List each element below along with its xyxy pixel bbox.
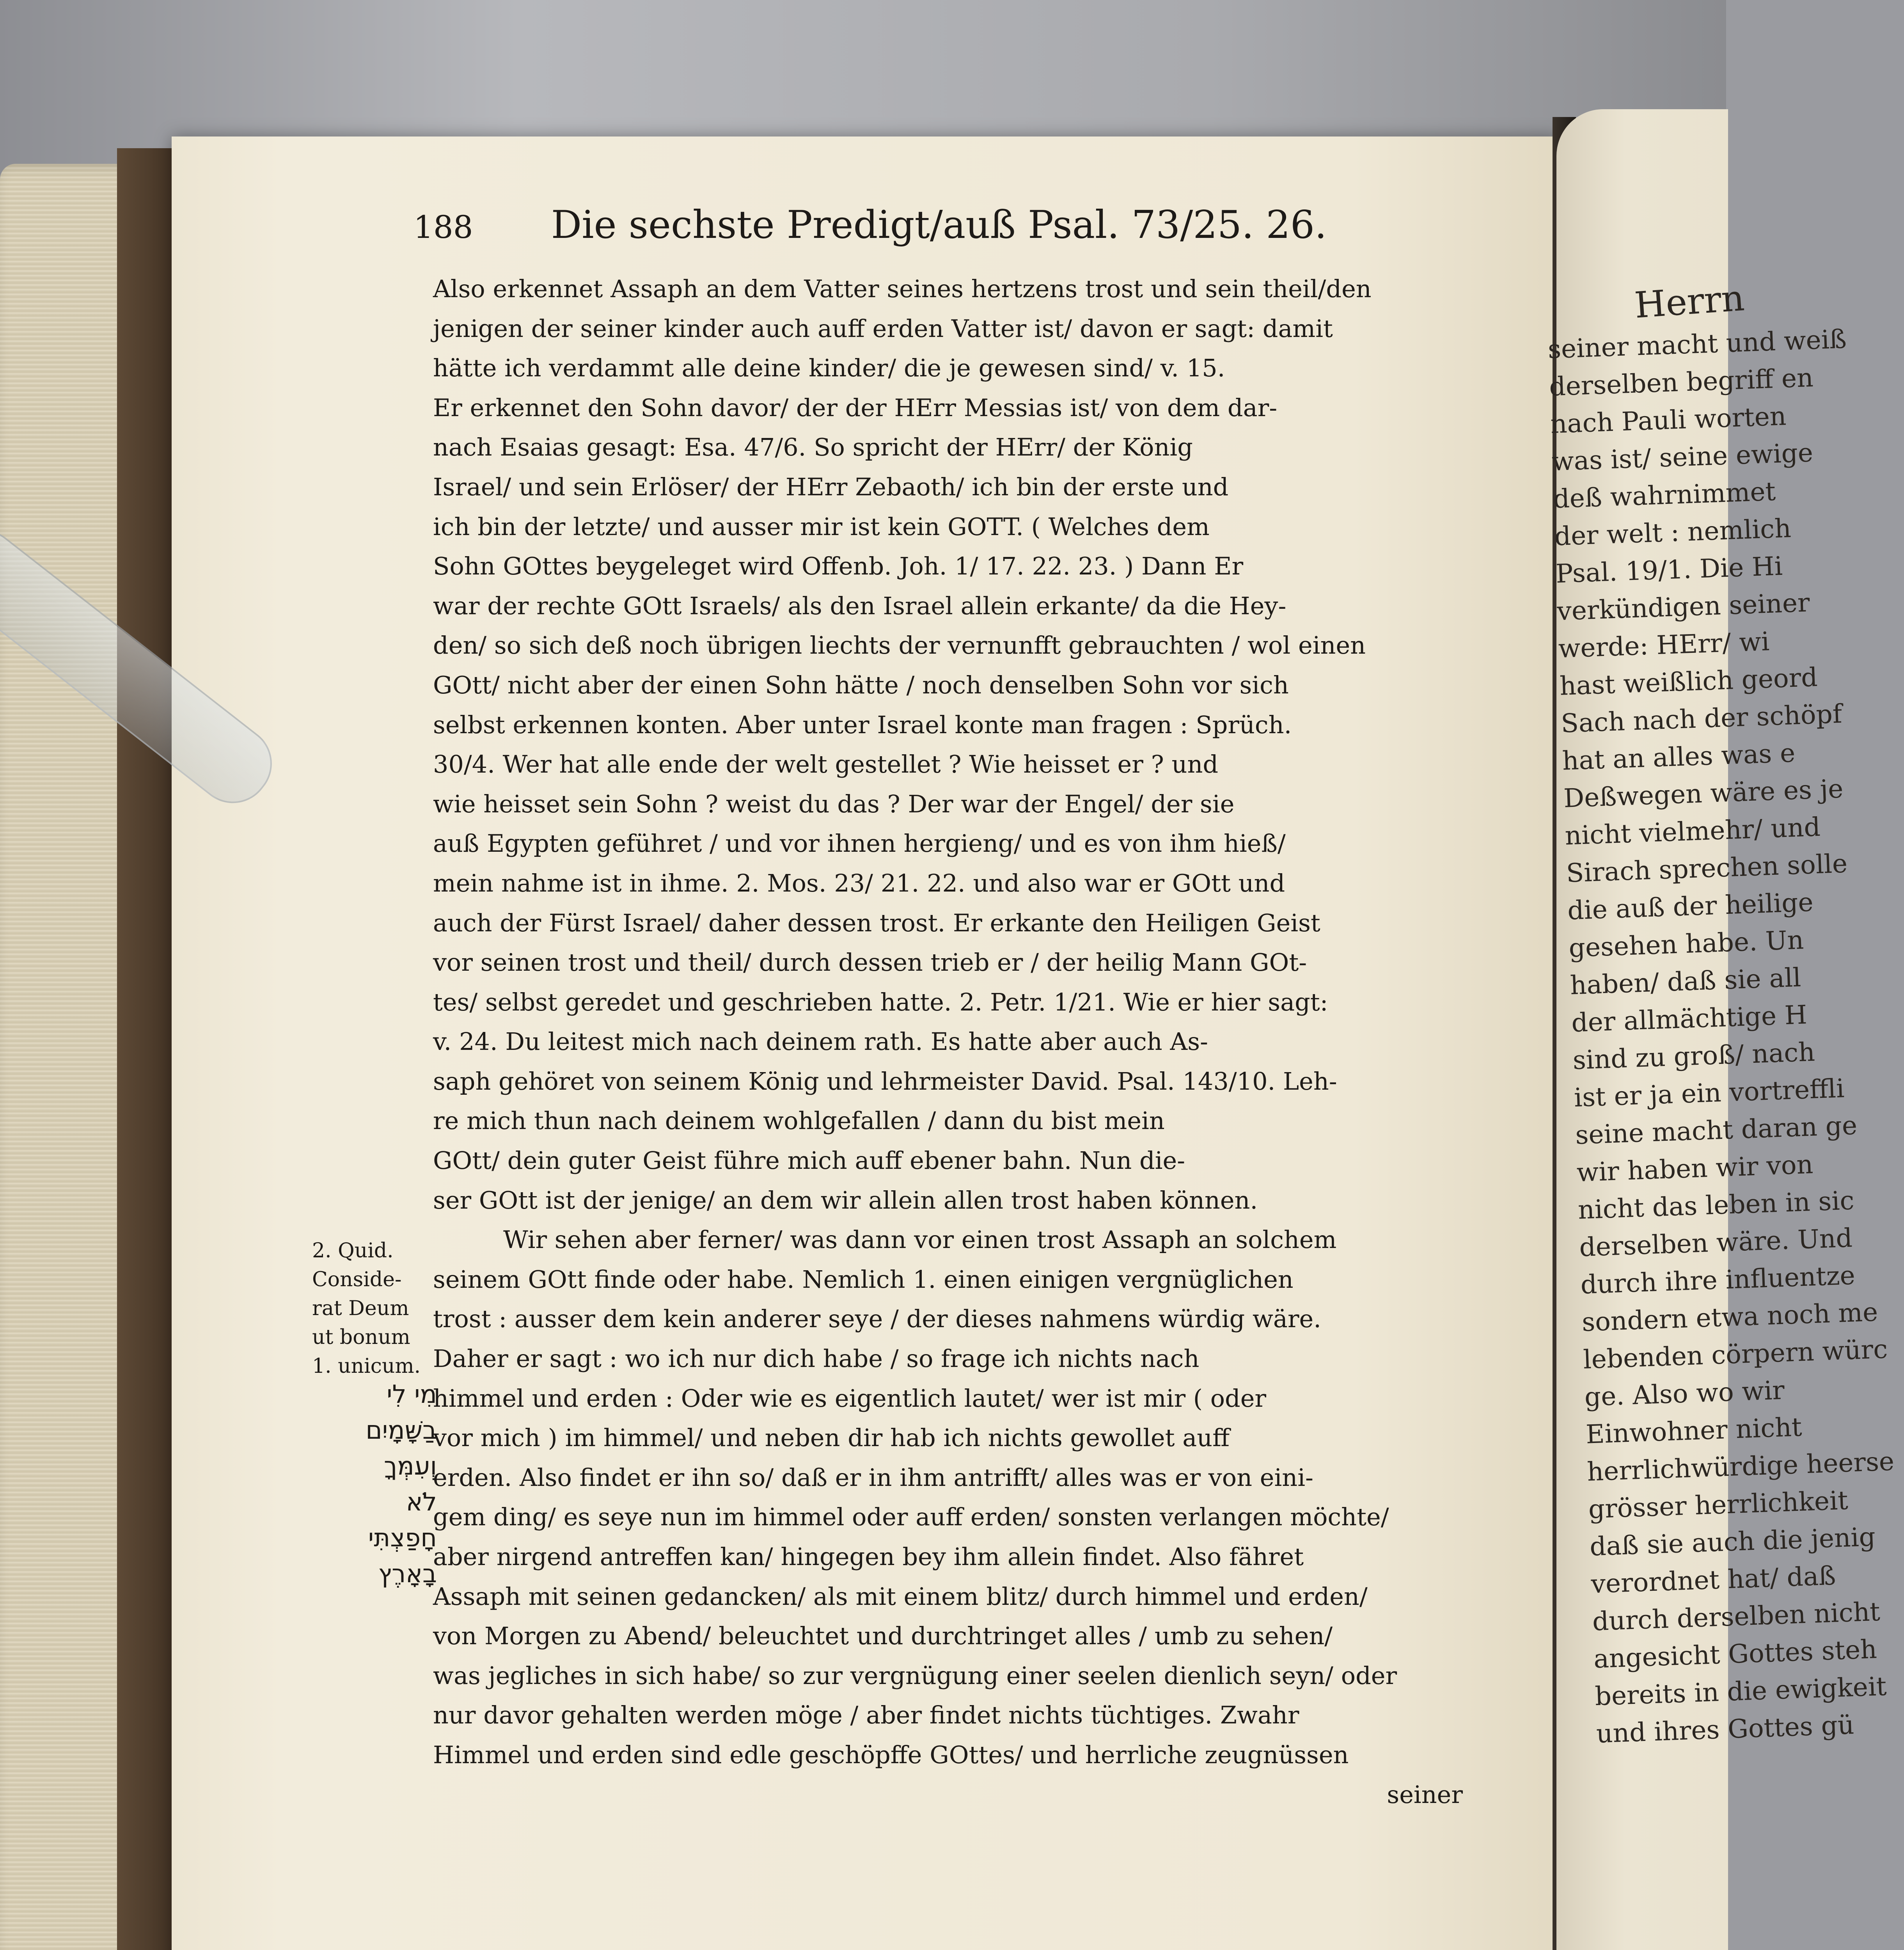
facing-page <box>1547 109 1895 1950</box>
text-line: tes/ selbst geredet und geschrieben hatte. 2. Petr. 1/21. Wie er hier sagt: <box>433 987 1328 1016</box>
text-line: vor mich ) im himmel/ und neben dir hab ich nichts gewollet auff <box>433 1424 1230 1452</box>
text-line: trost : ausser dem kein anderer seye / der dieses nahmens würdig wäre. <box>433 1305 1321 1333</box>
facing-line: werde: HErr/ wi <box>1558 626 1770 664</box>
margin-line: rat Deum <box>312 1297 409 1320</box>
facing-line: Einwohner nicht <box>1585 1412 1803 1450</box>
facing-line: und ihres Gottes gü <box>1595 1710 1855 1749</box>
running-title: Die sechste Predigt/auß Psal. 73/25. 26. <box>551 203 1327 247</box>
facing-page-heading: Herrn <box>1633 277 1746 326</box>
facing-line: sind zu groß/ nach <box>1572 1037 1815 1076</box>
text-line: saph gehöret von seinem König und lehrmeister David. Psal. 143/10. Leh- <box>433 1067 1337 1096</box>
text-line: jenigen der seiner kinder auch auff erden Vatter ist/ davon er sagt: damit <box>433 314 1333 343</box>
facing-line: nicht vielmehr/ und <box>1564 812 1821 851</box>
facing-line: was ist/ seine ewige <box>1551 437 1814 477</box>
main-text <box>433 269 1478 1814</box>
text-line: ich bin der letzte/ und ausser mir ist kein GOTT. ( Welches dem <box>433 512 1210 541</box>
text-line: den/ so sich deß noch übrigen liechts der vernunfft gebrauchten / wol einen <box>433 631 1366 660</box>
text-line: aber nirgend antreffen kan/ hingegen bey ihm allein findet. Also fähret <box>433 1542 1304 1571</box>
text-line: auch der Fürst Israel/ daher dessen trost. Er erkante den Heiligen Geist <box>433 908 1320 937</box>
facing-line: nicht das leben in sic <box>1577 1185 1855 1225</box>
text-line: von Morgen zu Abend/ beleuchtet und durchtringet alles / umb zu sehen/ <box>433 1622 1333 1650</box>
hebrew-line: וְעִמְּךָ <box>384 1452 437 1481</box>
margin-line: ut bonum <box>312 1326 410 1349</box>
facing-line: haben/ daß sie all <box>1569 962 1802 1001</box>
facing-line: deß wahrnimmet <box>1553 476 1776 514</box>
facing-line: lebenden cörpern würc <box>1583 1334 1888 1375</box>
facing-line: grösser herrlichkeit <box>1588 1485 1849 1525</box>
text-line: nach Esaias gesagt: Esa. 47/6. So spricht der HErr/ der König <box>433 433 1193 462</box>
facing-line: hast weißlich geord <box>1559 662 1818 701</box>
text-line: v. 24. Du leitest mich nach deinem rath. Es hatte aber auch As- <box>433 1027 1208 1056</box>
margin-line: 2. Quid. <box>312 1239 394 1262</box>
hebrew-line: חָפַצְתִּי <box>368 1524 437 1553</box>
facing-line: ge. Also wo wir <box>1584 1375 1785 1412</box>
hebrew-line: בַשָּׁמָיִם <box>366 1416 437 1445</box>
facing-line: verordnet hat/ daß <box>1590 1560 1837 1599</box>
text-line: ser GOtt ist der jenige/ an dem wir allein allen trost haben können. <box>433 1186 1258 1214</box>
text-line: Israel/ und sein Erlöser/ der HErr Zebaoth/ ich bin der erste und <box>433 472 1229 501</box>
facing-line: durch ihre influentze <box>1580 1260 1856 1300</box>
facing-line: hat an alles was e <box>1562 737 1796 776</box>
facing-line: derselben begriff en <box>1549 362 1814 402</box>
margin-line: 1. unicum. <box>312 1354 421 1378</box>
text-line: wie heisset sein Sohn ? weist du das ? Der war der Engel/ der sie <box>433 789 1235 818</box>
facing-line: herrlichwürdige heerse <box>1586 1446 1895 1487</box>
facing-line: durch derselben nicht <box>1592 1596 1881 1637</box>
text-line: Daher er sagt : wo ich nur dich habe / so frage ich nichts nach <box>433 1344 1200 1373</box>
hebrew-line: מִי לִי <box>387 1380 437 1409</box>
facing-line: daß sie auch die jenig <box>1589 1521 1876 1562</box>
facing-line: bereits in die ewigkeit <box>1594 1671 1887 1712</box>
text-line: 30/4. Wer hat alle ende der welt gestellet ? Wie heisset er ? und <box>433 750 1219 779</box>
hebrew-line: לֹא <box>406 1488 437 1517</box>
facing-line: seiner macht und weiß <box>1547 324 1847 365</box>
facing-line: ist er ja ein vortreffli <box>1573 1073 1845 1113</box>
facing-line: verkündigen seiner <box>1556 587 1810 626</box>
text-line: vor seinen trost und theil/ durch dessen trieb er / der heilig Mann GOt- <box>433 948 1307 977</box>
facing-line: Sach nach der schöpf <box>1560 698 1843 739</box>
text-line: Himmel und erden sind edle geschöpffe GOttes/ und herrliche zeugnüssen <box>433 1740 1349 1769</box>
margin-line: Conside- <box>312 1268 402 1291</box>
text-line: selbst erkennen konten. Aber unter Israel konte man fragen : Sprüch. <box>433 710 1292 739</box>
facing-line: der welt : nemlich <box>1554 513 1792 552</box>
facing-line: sondern etwa noch me <box>1581 1297 1879 1337</box>
margin-note-latin <box>312 1236 437 1381</box>
text-line: auß Egypten geführet / und vor ihnen hergieng/ und es von ihm hieß/ <box>433 829 1286 858</box>
catchword: seiner <box>1387 1780 1463 1809</box>
facing-line: nach Pauli worten <box>1550 401 1787 440</box>
facing-line: gesehen habe. Un <box>1568 925 1805 963</box>
text-line: hätte ich verdammt alle deine kinder/ die je gewesen sind/ v. 15. <box>433 354 1225 383</box>
text-line: erden. Also findet er ihn so/ daß er in ihm antrifft/ alles was er von eini- <box>433 1463 1314 1492</box>
text-line: war der rechte GOtt Israels/ als den Israel allein erkante/ da die Hey- <box>433 591 1286 620</box>
running-header <box>413 203 1334 247</box>
text-line: was jegliches in sich habe/ so zur vergnügung einer seelen dienlich seyn/ oder <box>433 1661 1397 1690</box>
text-line: nur davor gehalten werden möge / aber findet nichts tüchtiges. Zwahr <box>433 1701 1299 1730</box>
facing-page-text <box>1547 324 1895 1753</box>
text-line: GOtt/ nicht aber der einen Sohn hätte / noch denselben Sohn vor sich <box>433 670 1289 699</box>
text-line: mein nahme ist in ihme. 2. Mos. 23/ 21. 22. und also war er GOtt und <box>433 869 1285 897</box>
facing-line: Deßwegen wäre es je <box>1563 773 1844 814</box>
facing-line: die auß der heilige <box>1567 887 1814 926</box>
text-line: himmel und erden : Oder wie es eigentlich lautet/ wer ist mir ( oder <box>433 1384 1267 1413</box>
text-line: Sohn GOttes beygeleget wird Offenb. Joh. 1/ 17. 22. 23. ) Dann Er <box>433 552 1244 581</box>
margin-note-hebrew <box>296 1377 437 1592</box>
page-number: 188 <box>413 209 473 245</box>
text-line: Also erkennet Assaph an dem Vatter seines hertzens trost und sein theil/den <box>433 275 1372 303</box>
text-line: Wir sehen aber ferner/ was dann vor einen trost Assaph an solchem <box>503 1225 1337 1254</box>
text-line: GOtt/ dein guter Geist führe mich auff ebener bahn. Nun die- <box>433 1146 1185 1175</box>
facing-line: angesicht Gottes steh <box>1593 1634 1877 1674</box>
text-line: Assaph mit seinen gedancken/ als mit einem blitz/ durch himmel und erden/ <box>433 1582 1368 1611</box>
facing-line: seine macht daran ge <box>1575 1110 1858 1150</box>
facing-line: Sirach sprechen solle <box>1565 848 1848 888</box>
text-line: Er erkennet den Sohn davor/ der der HErr Messias ist/ von dem dar- <box>433 393 1278 422</box>
facing-line: Psal. 19/1. Die Hi <box>1555 551 1783 589</box>
facing-line: der allmächtige H <box>1571 1000 1808 1038</box>
facing-line: derselben wäre. Und <box>1579 1223 1853 1262</box>
text-line: re mich thun nach deinem wohlgefallen / dann du bist mein <box>433 1106 1165 1135</box>
text-line: gem ding/ es seye nun im himmel oder auff erden/ sonsten verlangen möchte/ <box>433 1503 1389 1532</box>
hebrew-line: בָאָרֶץ <box>378 1560 437 1588</box>
facing-line: wir haben wir von <box>1576 1149 1814 1188</box>
text-line: seinem GOtt finde oder habe. Nemlich 1. einen einigen vergnüglichen <box>433 1265 1294 1294</box>
